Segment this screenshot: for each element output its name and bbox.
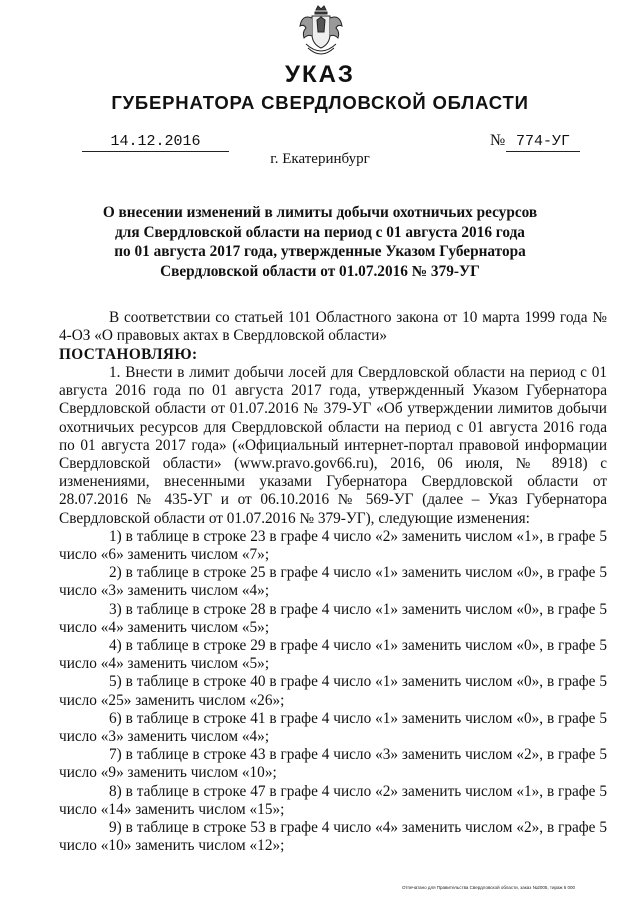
list-item: 8) в таблице в строке 47 в графе 4 число «2» заменить числом «1», в графе 5 число «14» заменить числом «15»; [59,782,607,818]
title-line: О внесении изменений в лимиты добычи охотничьих ресурсов [102,204,538,221]
city-name: г. Екатеринбург [270,151,370,167]
list-item: 1) в таблице в строке 23 в графе 4 число «2» заменить числом «1», в графе 5 число «6» заменить числом «7»; [59,527,607,564]
list-item: 5) в таблице в строке 40 в графе 4 число «1» заменить числом «0», в графе 5 число «25» заменить числом «26»; [59,673,607,709]
list-item: 9) в таблице в строке 53 в графе 4 число «4» заменить числом «2», в графе 5 число «10» заменить числом «12»; [59,819,607,855]
list-item: 6) в таблице в строке 41 в графе 4 число «1» заменить числом «0», в графе 5 число «3» заменить числом «4»; [59,709,607,746]
preamble-paragraph: В соответствии со статьей 101 Областного закона от 10 марта 1999 года № 4-ОЗ «О правовых актах в Свердловской области» [59,309,607,345]
list-item: 4) в таблице в строке 29 в графе 4 число «1» заменить числом «0», в графе 5 число «4» заменить числом «5»; [59,637,607,673]
issuer-heading: ГУБЕРНАТОРА СВЕРДЛОВСКОЙ ОБЛАСТИ [111,92,529,113]
document-title [80,203,560,281]
list-item: 7) в таблице в строке 43 в графе 4 число «3» заменить числом «2», в графе 5 число «9» заменить числом «10»; [59,746,607,782]
decree-word: ПОСТАНОВЛЯЮ: [59,346,198,363]
title-line: по 01 августа 2017 года, утвержденные Указом Губернатора [114,243,526,260]
title-line: Свердловской области от 01.07.2016 № 379-УГ [160,262,480,280]
list-item: 2) в таблице в строке 25 в графе 4 число «1» заменить числом «0», в графе 5 число «3» заменить числом «4»; [59,564,607,600]
number-sign: № [490,132,506,149]
point-1-paragraph: 1. Внести в лимит добычи лосей для Свердловской области на период с 01 августа 2016 года по 01 августа 2017 года, утвержденный Указом Губернатора Свердловской области от 01.07.2016 № 379-УГ «Об утверждении лимитов добычи охотничьих ресурсов для Свердловской области на период с 01 августа 2016 года по 01 августа 2017 года» («Официальный интернет-портал правовой информации Свердловской области» (www.pravo.gov66.ru), 2016, 06 июля, № 8918) с изменениями, внесенными указами Губернатора Свердловской области от 28.07.2016 № 435-УГ и от 06.10.2016 № 569-УГ (далее – Указ Губернатора Свердловской области от 01.07.2016 № 379-УГ), следующие изменения: [59,364,607,527]
decree-number: 774-УГ [506,133,580,152]
title-line: для Свердловской области на период с 01 августа 2016 года [115,223,525,241]
coat-of-arms-icon [298,4,344,60]
print-footer: Отпечатано для Правительства Свердловской области, заказ №2005, тираж 6 000 [402,885,576,890]
document-type-heading: УКАЗ [285,61,355,88]
list-item: 3) в таблице в строке 28 в графе 4 число «1» заменить числом «0», в графе 5 число «4» заменить числом «5»; [59,600,607,636]
decree-date: 14.12.2016 [82,133,229,152]
decree-body [59,364,607,855]
